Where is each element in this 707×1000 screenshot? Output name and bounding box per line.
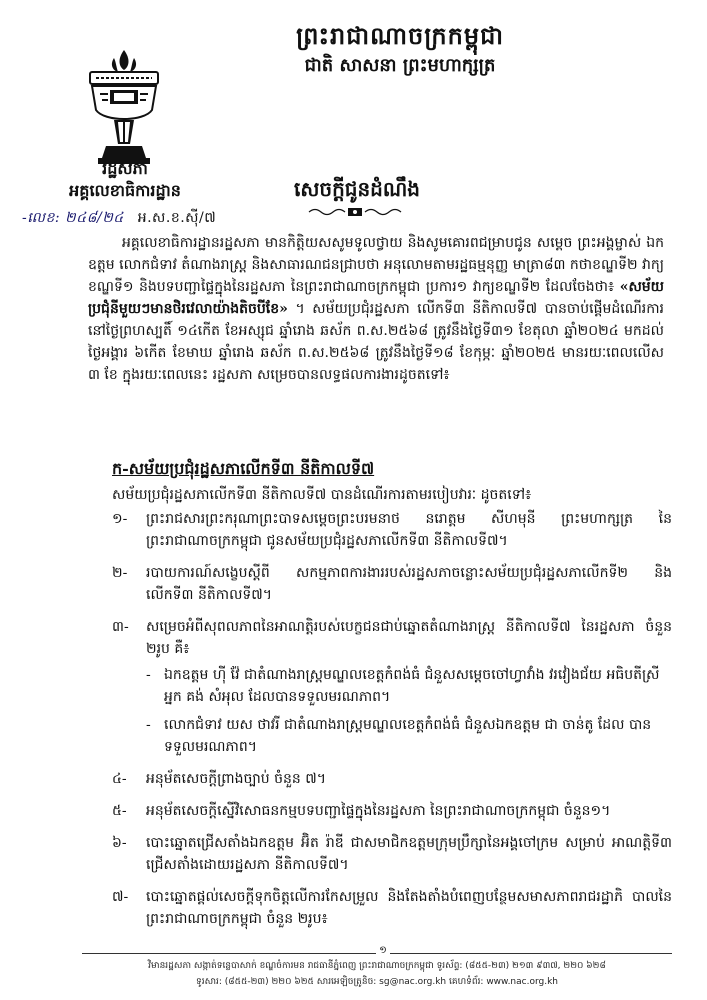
item-number: ៥-: [112, 803, 127, 819]
sub-dash: -: [146, 667, 151, 683]
institution-name: រដ្ឋសភា: [102, 159, 148, 178]
item-text: អនុម័តសេចក្តីព្រាងច្បាប់ ចំនួន ៧។: [146, 771, 326, 787]
sub-item-text: លោកជំទាវ យស ថាវរី ជាតំណាងរាស្ត្រមណ្ឌលខេត្តកំពង់ធំ ជំនួសឯកឧត្តម ជា ចាន់តូ ដែល បានទទួលមរណភាព។: [164, 717, 652, 755]
list-item: [112, 616, 672, 660]
item-text: បោះឆ្នោតផ្តល់សេចក្តីទុកចិត្តលើការកែសម្រួល និងតែងតាំងបំពេញបន្ថែមសមាសភាពរាជរដ្ឋាភិ បាលនៃព្រះរាជាណាចក្រកម្ពុជា ចំនួន ២រូប៖: [146, 889, 672, 927]
reference-number: [22, 208, 216, 229]
item-number: ២-: [112, 565, 128, 581]
item-number: ៤-: [112, 771, 127, 787]
institution-block: [40, 158, 210, 202]
national-motto: ជាតិ សាសនា ព្រះមហាក្សត្រ: [304, 55, 496, 76]
sub-list-item: [146, 664, 672, 708]
footer: [82, 958, 672, 990]
item-text: ព្រះរាជសារព្រះករុណាព្រះបាទសម្តេចព្រះបរមនាថ នរោត្តម សីហមុនី ព្រះមហាក្សត្រ នៃ ព្រះរាជាណាចក្រកម្ពុជា ជូនសម័យប្រជុំរដ្ឋសភាលើកទី៣ នីតិកាលទី៧។: [146, 511, 672, 549]
item-text: សម្រេចអំពីសុពលភាពនៃអាណត្តិរបស់បេក្ខជនជាប់ឆ្នោតតំណាងរាស្ត្រ នីតិកាលទី៧ នៃរដ្ឋសភា ចំនួន ២រូប គឺ៖: [146, 619, 672, 657]
reference-suffix: អ.ស.ខ.ស៊ី/៧: [137, 210, 217, 226]
list-item: [112, 832, 672, 876]
item-number: ៦-: [112, 835, 127, 851]
reference-code: -លេខ: ២៤៨/២៤: [22, 210, 124, 226]
parliament-emblem-icon: [84, 48, 164, 168]
list-item: [112, 562, 672, 606]
footer-contact: ទូរសារ: (៨៥៥-២៣) ២២០ ៦២៥ សារអេឡិចត្រូនិច: sg@nac.org.kh គេហទំព័រ: www.nac.org.kh: [196, 977, 558, 987]
sub-list-item: [146, 714, 672, 758]
intro-text-1: អគ្គលេខាធិការដ្ឋានរដ្ឋសភា មានកិត្តិយសសូមទូលថ្វាយ និងសូមគោរពជម្រាបជូន សម្តេច ព្រះអង្គម្ចាស់ ឯកឧត្តម លោកជំទាវ តំណាងរាស្ត្រ និងសាធារណជនជ្រាបថា អនុលោមតាមរដ្ឋធម្មនុញ្ញ មាត្រា៨៣ កថាខណ្ឌទី២ វាក្យខណ្ឌទី១ និងបទបញ្ជាផ្ទៃក្នុងនៃរដ្ឋសភា នៃព្រះរាជាណាចក្រកម្ពុជា ប្រការ១ វាក្យខណ្ឌទី២ ដែលចែងថា៖: [88, 235, 664, 295]
intro-paragraph: [88, 232, 664, 386]
page-number: ១: [376, 944, 390, 958]
ornament-divider-icon: [305, 205, 405, 219]
department-name: អគ្គលេខាធិការដ្ឋាន: [69, 181, 181, 200]
intro-quote: «សម័យប្រជុំនីមួយៗមានថិរវេលាយ៉ាងតិចបីខែ»: [88, 279, 664, 317]
section-heading: ក-សម័យប្រជុំរដ្ឋសភាលើកទី៣ នីតិកាលទី៧: [112, 459, 375, 478]
item-number: ៧-: [112, 889, 129, 905]
item-number: ៣-: [112, 619, 129, 635]
sub-dash: -: [146, 717, 151, 733]
sub-item-text: ឯកឧត្តម ហ៊ី វ៉ែ ជាតំណាងរាស្ត្រមណ្ឌលខេត្តកំពង់ធំ ជំនួសសម្តេចចៅហ្វាវាំង វរវៀងជ័យ អធិបតីស្រីអ្នក គង់ សំអុល ដែលបានទទួលមរណភាព។: [164, 667, 660, 705]
intro-text-2: ។ សម័យប្រជុំរដ្ឋសភា លើកទី៣ នីតិកាលទី៧ បានចាប់ផ្តើមដំណើរការនៅថ្ងៃព្រហស្បតិ៍ ១៤កើត ខែអស្សុជ ឆ្នាំរោង ឆស័ក ព.ស.២៥៦៨ ត្រូវនឹងថ្ងៃទី៣១ ខែតុលា ឆ្នាំ២០២៤ មកដល់ថ្ងៃអង្គារ ៦កើត ខែមាឃ ឆ្នាំរោង ឆស័ក ព.ស.២៥៦៨ ត្រូវនឹងថ្ងៃទី១៨ ខែកុម្ភៈ ឆ្នាំ២០២៥ មានរយៈពេលលើស ៣ ខែ ក្នុងរយៈពេលនេះ រដ្ឋសភា សម្រេចបានលទ្ធផលការងារដូចតទៅ៖: [88, 301, 664, 383]
footer-address: វិមានរដ្ឋសភា សង្កាត់ទន្លេបាសាក់ ខណ្ឌចំការមន រាជធានីភ្នំពេញ ព្រះរាជាណាចក្រកម្ពុជា ទូរស័ព្ទ: (៨៥៥-២៣) ២១៣ ៩៣៧, ២២០ ៦២៨: [148, 961, 606, 971]
list-item: [112, 768, 672, 790]
header: [200, 20, 600, 80]
list-item: [112, 508, 672, 552]
list-item: [112, 886, 672, 930]
kingdom-title: ព្រះរាជាណាចក្រកម្ពុជា: [296, 21, 504, 50]
document-title: សេចក្តីជូនដំណឹង: [294, 177, 420, 201]
list-item: [112, 800, 672, 822]
section-intro: សម័យប្រជុំរដ្ឋសភាលើកទី៣ នីតិកាលទី៧ បានដំណើរការតាមរបៀបវារៈ ដូចតទៅ៖: [112, 487, 532, 503]
item-text: អនុម័តសេចក្តីស្នើវិសោធនកម្មបទបញ្ជាផ្ទៃក្នុងនៃរដ្ឋសភា នៃព្រះរាជាណាចក្រកម្ពុជា ចំនួន១។: [146, 803, 611, 819]
item-text: បោះឆ្នោតជ្រើសតាំងឯកឧត្តម អ៊ិត រ៉ាឌី ជាសមាជិកឧត្តមក្រុមប្រឹក្សានៃអង្គចៅក្រម សម្រាប់ អាណត្តិទី៣ ជ្រើសតាំងដោយរដ្ឋសភា នីតិកាលទី៧។: [146, 835, 672, 873]
agenda-list: [112, 508, 672, 940]
item-text: របាយការណ៍សង្ខេបស្តីពី សកម្មភាពការងាររបស់រដ្ឋសភាចន្លោះសម័យប្រជុំរដ្ឋសភាលើកទី២ និងលើកទី៣ នីតិកាលទី៧។: [146, 565, 672, 603]
item-number: ១-: [112, 511, 128, 527]
